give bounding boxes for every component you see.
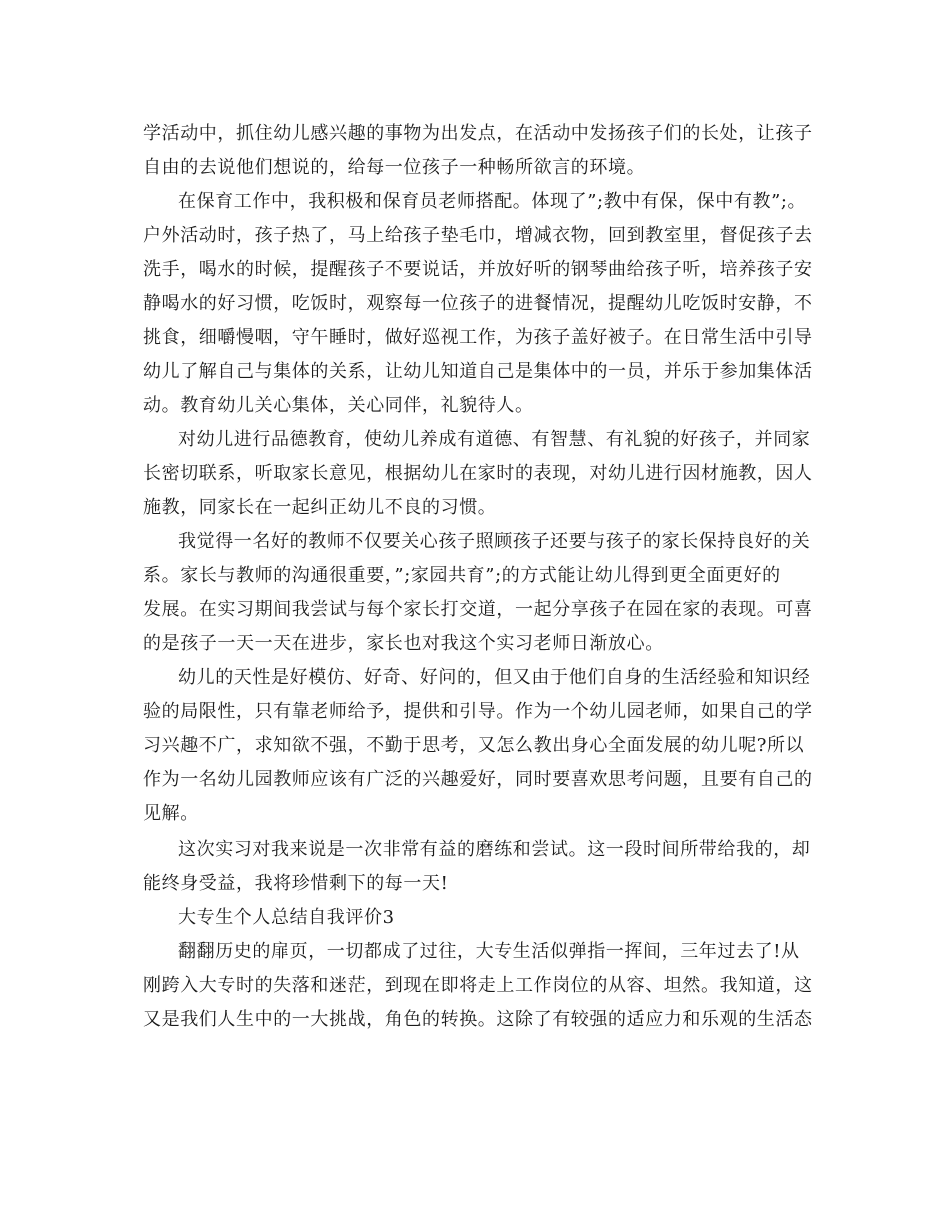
text-line: 的是孩子一天一天在进步，家长也对我这个实习老师日渐放心。 — [143, 633, 664, 654]
text-line: 作为一名幼儿园教师应该有广泛的兴趣爱好，同时要喜欢思考问题，且要有自己的 — [143, 769, 813, 790]
text-line: 长密切联系，听取家长意见，根据幼儿在家时的表现，对幼儿进行因材施教，因人 — [143, 463, 813, 484]
section-heading: 大专生个人总结自我评价3 — [178, 907, 395, 928]
text-line: 刚跨入大专时的失落和迷茫，到现在即将走上工作岗位的从容、坦然。我知道，这 — [143, 975, 813, 996]
text-line: 验的局限性，只有靠老师给予，提供和引导。作为一个幼儿园老师，如果自己的学 — [143, 701, 813, 722]
text-line: 挑食，细嚼慢咽，守午睡时，做好巡视工作，为孩子盖好被子。在日常生活中引导 — [143, 327, 813, 348]
text-line: 发展。在实习期间我尝试与每个家长打交道，一起分享孩子在园在家的表现。可喜 — [143, 599, 813, 620]
text-line: 又是我们人生中的一大挑战，角色的转换。这除了有较强的适应力和乐观的生活态 — [143, 1009, 813, 1030]
text-line: 学活动中，抓住幼儿感兴趣的事物为出发点，在活动中发扬孩子们的长处，让孩子 — [143, 123, 813, 144]
text-line: 系。家长与教师的沟通很重要，”;家园共育”;的方式能让幼儿得到更全面更好的 — [143, 565, 781, 586]
text-line: 动。教育幼儿关心集体，关心同伴，礼貌待人。 — [143, 395, 534, 416]
paragraph-start: 在保育工作中，我积极和保育员老师搭配。体现了”;教中有保，保中有教”;。 — [178, 191, 807, 212]
text-line: 幼儿了解自己与集体的关系，让幼儿知道自己是集体中的一员，并乐于参加集体活 — [143, 361, 813, 382]
text-line: 自由的去说他们想说的，给每一位孩子一种畅所欲言的环境。 — [143, 157, 646, 178]
text-line: 习兴趣不广，求知欲不强，不勤于思考，又怎么教出身心全面发展的幼儿呢?所以 — [143, 735, 805, 756]
paragraph-start: 这次实习对我来说是一次非常有益的磨练和尝试。这一段时间所带给我的，却 — [178, 839, 811, 860]
paragraph-start: 翻翻历史的扉页，一切都成了过往，大专生活似弹指一挥间，三年过去了!从 — [178, 941, 800, 962]
text-line: 户外活动时，孩子热了，马上给孩子垫毛巾，增减衣物，回到教室里，督促孩子去 — [143, 225, 813, 246]
text-line: 洗手，喝水的时候，提醒孩子不要说话，并放好听的钢琴曲给孩子听，培养孩子安 — [143, 259, 813, 280]
text-line: 见解。 — [143, 803, 199, 824]
paragraph-start: 幼儿的天性是好模仿、好奇、好问的，但又由于他们自身的生活经验和知识经 — [178, 667, 811, 688]
text-line: 能终身受益，我将珍惜剩下的每一天! — [143, 873, 449, 894]
paragraph-start: 我觉得一名好的教师不仅要关心孩子照顾孩子还要与孩子的家长保持良好的关 — [178, 531, 811, 552]
text-line: 静喝水的好习惯，吃饭时，观察每一位孩子的进餐情况，提醒幼儿吃饭时安静，不 — [143, 293, 813, 314]
paragraph-start: 对幼儿进行品德教育，使幼儿养成有道德、有智慧、有礼貌的好孩子，并同家 — [178, 429, 811, 450]
text-line: 施教，同家长在一起纠正幼儿不良的习惯。 — [143, 497, 497, 518]
